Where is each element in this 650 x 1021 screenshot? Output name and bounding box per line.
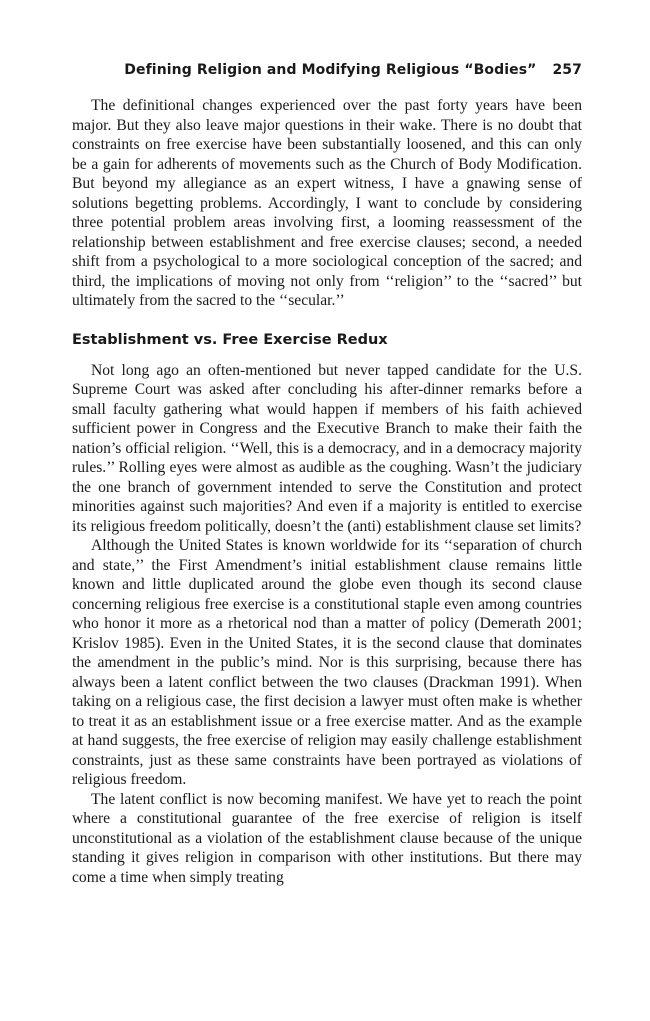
section-paragraph: The latent conflict is now becoming manifest. We have yet to reach the point where a constitutional guarantee of the free exercise of religion is itself unconstitutional as a violation of the establishment clause because of the unique standing it gives religion in comparison with other institutions. But there may come a time when simply treating [72, 790, 582, 886]
section-paragraph: Not long ago an often-mentioned but never tapped candidate for the U.S. Supreme Court was asked after concluding his after-dinner remarks before a small faculty gathering what would happen if members of his faith achieved sufficient power in Congress and the Executive Branch to make their faith the nation’s official religion. ‘‘Well, this is a democracy, and in a democracy majority rules.’’ Rolling eyes were almost as audible as the coughing. Wasn’t the judiciary the one branch of government intended to serve the Constitution and protect minorities against such majorities? And even if a majority is entitled to exercise its religious freedom politically, doesn’t the (anti) establishment clause set limits? [72, 361, 582, 535]
running-head-title: Defining Religion and Modifying Religious “Bodies” [124, 62, 537, 78]
section-paragraph: Although the United States is known worldwide for its ‘‘separation of church and state,’’ the First Amendment’s initial establishment clause remains little known and little duplicated around the globe even though its second clause concerning religious free exercise is a constitutional staple even among countries who honor it more as a rhetorical nod than a matter of policy (Demerath 2001; Krislov 1985). Even in the United States, it is the second clause that dominates the amendment in the public’s mind. Nor is this surprising, because there has always been a latent conflict between the two clauses (Drackman 1991). When taking on a religious case, the first decision a lawyer must often make is whether to treat it as an establishment issue or a free exercise matter. And as the example at hand suggests, the free exercise of religion may easily challenge establishment constraints, just as these same constraints have been portrayed as violations of religious freedom. [72, 537, 582, 788]
page-number: 257 [552, 62, 582, 78]
intro-paragraph: The definitional changes experienced over the past forty years have been major. But they also leave major questions in their wake. There is no doubt that constraints on free exercise have been substantially loosened, and this can only be a gain for adherents of movements such as the Church of Body Modification. But beyond my allegiance as an expert witness, I have a gnawing sense of solutions begetting problems. Accordingly, I want to conclude by considering three potential problem areas involving first, a looming reassessment of the relationship between establishment and free exercise clauses; second, a needed shift from a psychological to a more sociological conception of the sacred; and third, the implications of moving not only from ‘‘religion’’ to the ‘‘sacred’’ but ultimately from the sacred to the ‘‘secular.’’ [72, 97, 582, 309]
book-page [72, 62, 582, 887]
body-text [72, 96, 582, 887]
section-heading: Establishment vs. Free Exercise Redux [72, 331, 388, 348]
running-head [72, 62, 582, 78]
